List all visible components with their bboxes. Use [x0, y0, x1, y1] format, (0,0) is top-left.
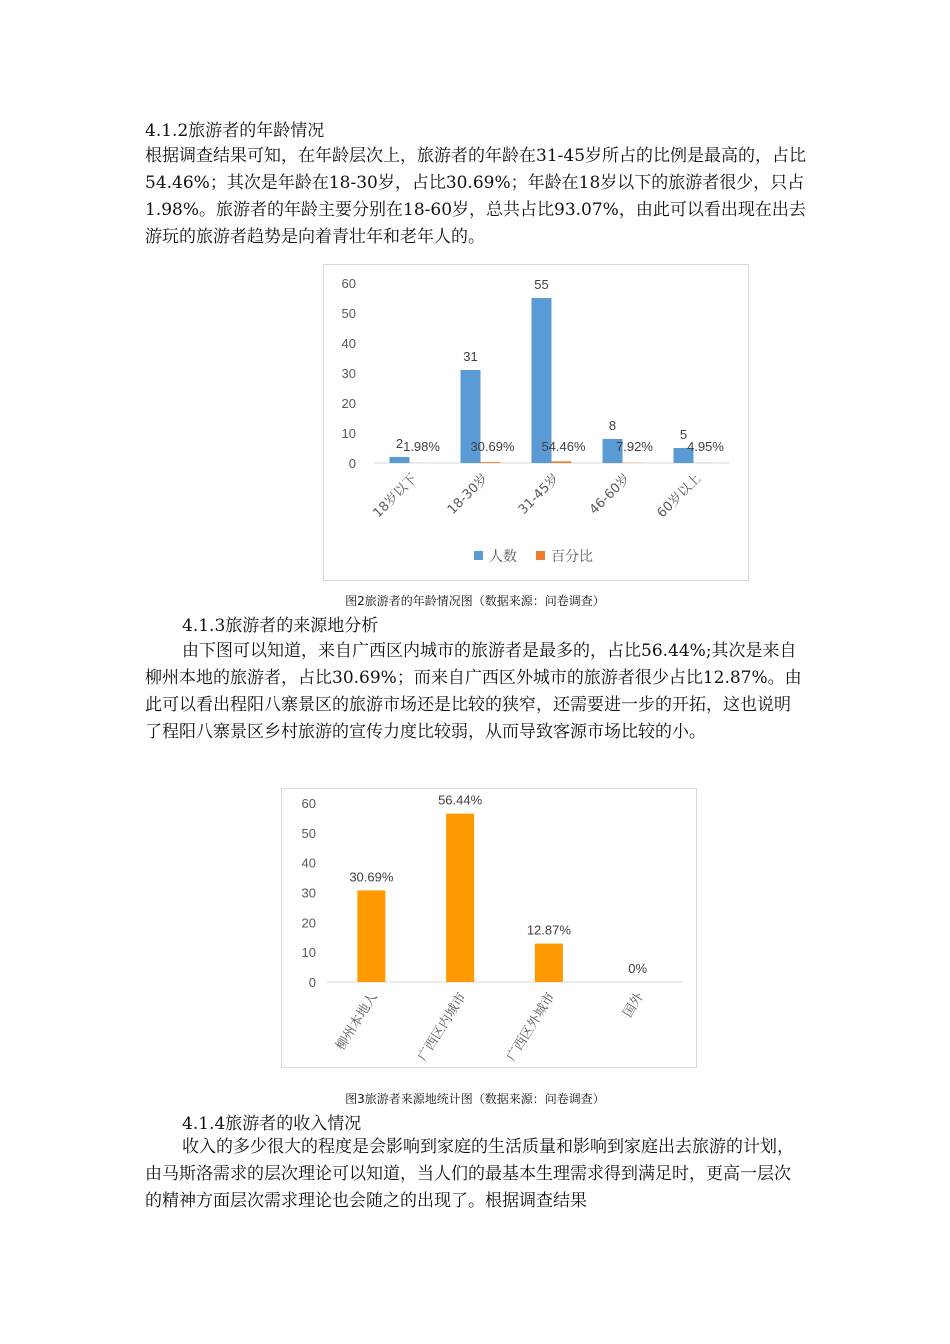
age-chart [323, 264, 749, 581]
x-category-label: 柳州本地人 [333, 990, 381, 1054]
x-category-label: 广西区外城市 [504, 990, 559, 1065]
data-label-percent: 1.98% [403, 439, 440, 454]
figure-3-caption: 图3旅游者来源地统计图（数据来源：问卷调查） [345, 1092, 605, 1106]
y-tick-label: 30 [341, 366, 356, 381]
y-tick-label: 40 [301, 855, 316, 871]
y-tick-label: 50 [341, 306, 356, 321]
x-category-label: 46-60岁 [586, 471, 634, 518]
data-label-percent: 4.95% [687, 439, 724, 454]
x-category-label: 广西区内城市 [415, 990, 470, 1065]
bar-origin-3 [535, 944, 563, 982]
y-tick-label: 20 [341, 396, 356, 411]
data-label-count: 31 [463, 349, 478, 364]
data-label-count: 5 [679, 427, 688, 442]
x-category-label: 国外 [620, 990, 648, 1021]
data-label-percent: 30.69% [470, 439, 515, 454]
y-tick-label: 0 [348, 456, 356, 471]
x-category-label: 60岁以上 [654, 471, 705, 522]
bar-origin-1 [357, 890, 385, 982]
x-category-label: 31-45岁 [515, 471, 563, 518]
y-tick-label: 60 [301, 796, 316, 811]
section-heading-4-1-4: 4.1.4旅游者的收入情况 [182, 1114, 362, 1134]
paragraph-income: 收入的多少很大的程度是会影响到家庭的生活质量和影响到家庭出去旅游的计划，由马斯洛需求的层次理论可以知道，当人们的最基本生理需求得到满足时，更高一层次的精神方面层次需求理论也会随之的出现了。根据调查结果 [145, 1137, 794, 1211]
y-tick-label: 50 [301, 825, 316, 841]
data-label-count: 8 [608, 418, 617, 433]
legend-label-1: 人数 [489, 549, 517, 565]
section-heading-4-1-2: 4.1.2旅游者的年龄情况 [145, 121, 325, 141]
figure-2-caption: 图2旅游者的年龄情况图（数据来源：问卷调查） [345, 594, 605, 608]
legend-swatch-2 [536, 551, 545, 560]
legend-swatch-1 [474, 551, 483, 560]
age-bar-chart-svg [324, 265, 748, 580]
origin-chart [281, 788, 697, 1068]
data-label: 0% [628, 961, 648, 976]
y-tick-label: 30 [301, 885, 316, 901]
bar-origin-2 [446, 814, 474, 982]
data-label: 56.44% [438, 792, 483, 808]
bar-percent-3 [552, 461, 572, 463]
legend-label-2: 百分比 [551, 549, 593, 565]
data-label-count: 55 [534, 277, 549, 292]
bar-percent-2 [481, 462, 501, 463]
data-label: 12.87% [526, 922, 571, 938]
data-label: 30.69% [349, 869, 394, 885]
x-category-label: 18-30岁 [444, 471, 492, 518]
x-category-label: 18岁以下 [370, 471, 421, 522]
y-tick-label: 0 [308, 975, 316, 990]
section-heading-4-1-3: 4.1.3旅游者的来源地分析 [182, 616, 379, 636]
paragraph-origin: 由下图可以知道，来自广西区内城市的旅游者是最多的，占比56.44%;其次是来自柳州本地的旅游者，占比30.69%；而来自广西区外城市的旅游者很少占比12.87%。由此可以看出程阳八寨景区的旅游市场还是比较的狭窄，还需要进一步的开拓，这也说明了程阳八寨景区乡村旅游的宣传力度比较弱，从而导致客源市场比较的小。 [145, 641, 802, 742]
data-label-percent: 7.92% [616, 439, 653, 454]
origin-bar-chart-svg [282, 789, 696, 1067]
y-tick-label: 20 [301, 915, 316, 931]
data-label-count: 2 [395, 436, 404, 451]
y-tick-label: 10 [341, 426, 356, 441]
y-tick-label: 60 [341, 276, 356, 291]
y-tick-label: 40 [341, 336, 356, 351]
data-label-percent: 54.46% [541, 439, 586, 454]
bar-count-1 [390, 457, 410, 463]
y-tick-label: 10 [301, 945, 316, 961]
paragraph-age: 根据调查结果可知，在年龄层次上，旅游者的年龄在31-45岁所占的比例是最高的，占比54.46%；其次是年龄在18-30岁，占比30.69%；年龄在18岁以下的旅游者很少，只占1.98%。旅游者的年龄主要分别在18-60岁，总共占比93.07%，由此可以看出现在出去游玩的旅游者趋势是向着青壮年和老年人的。 [145, 146, 807, 247]
